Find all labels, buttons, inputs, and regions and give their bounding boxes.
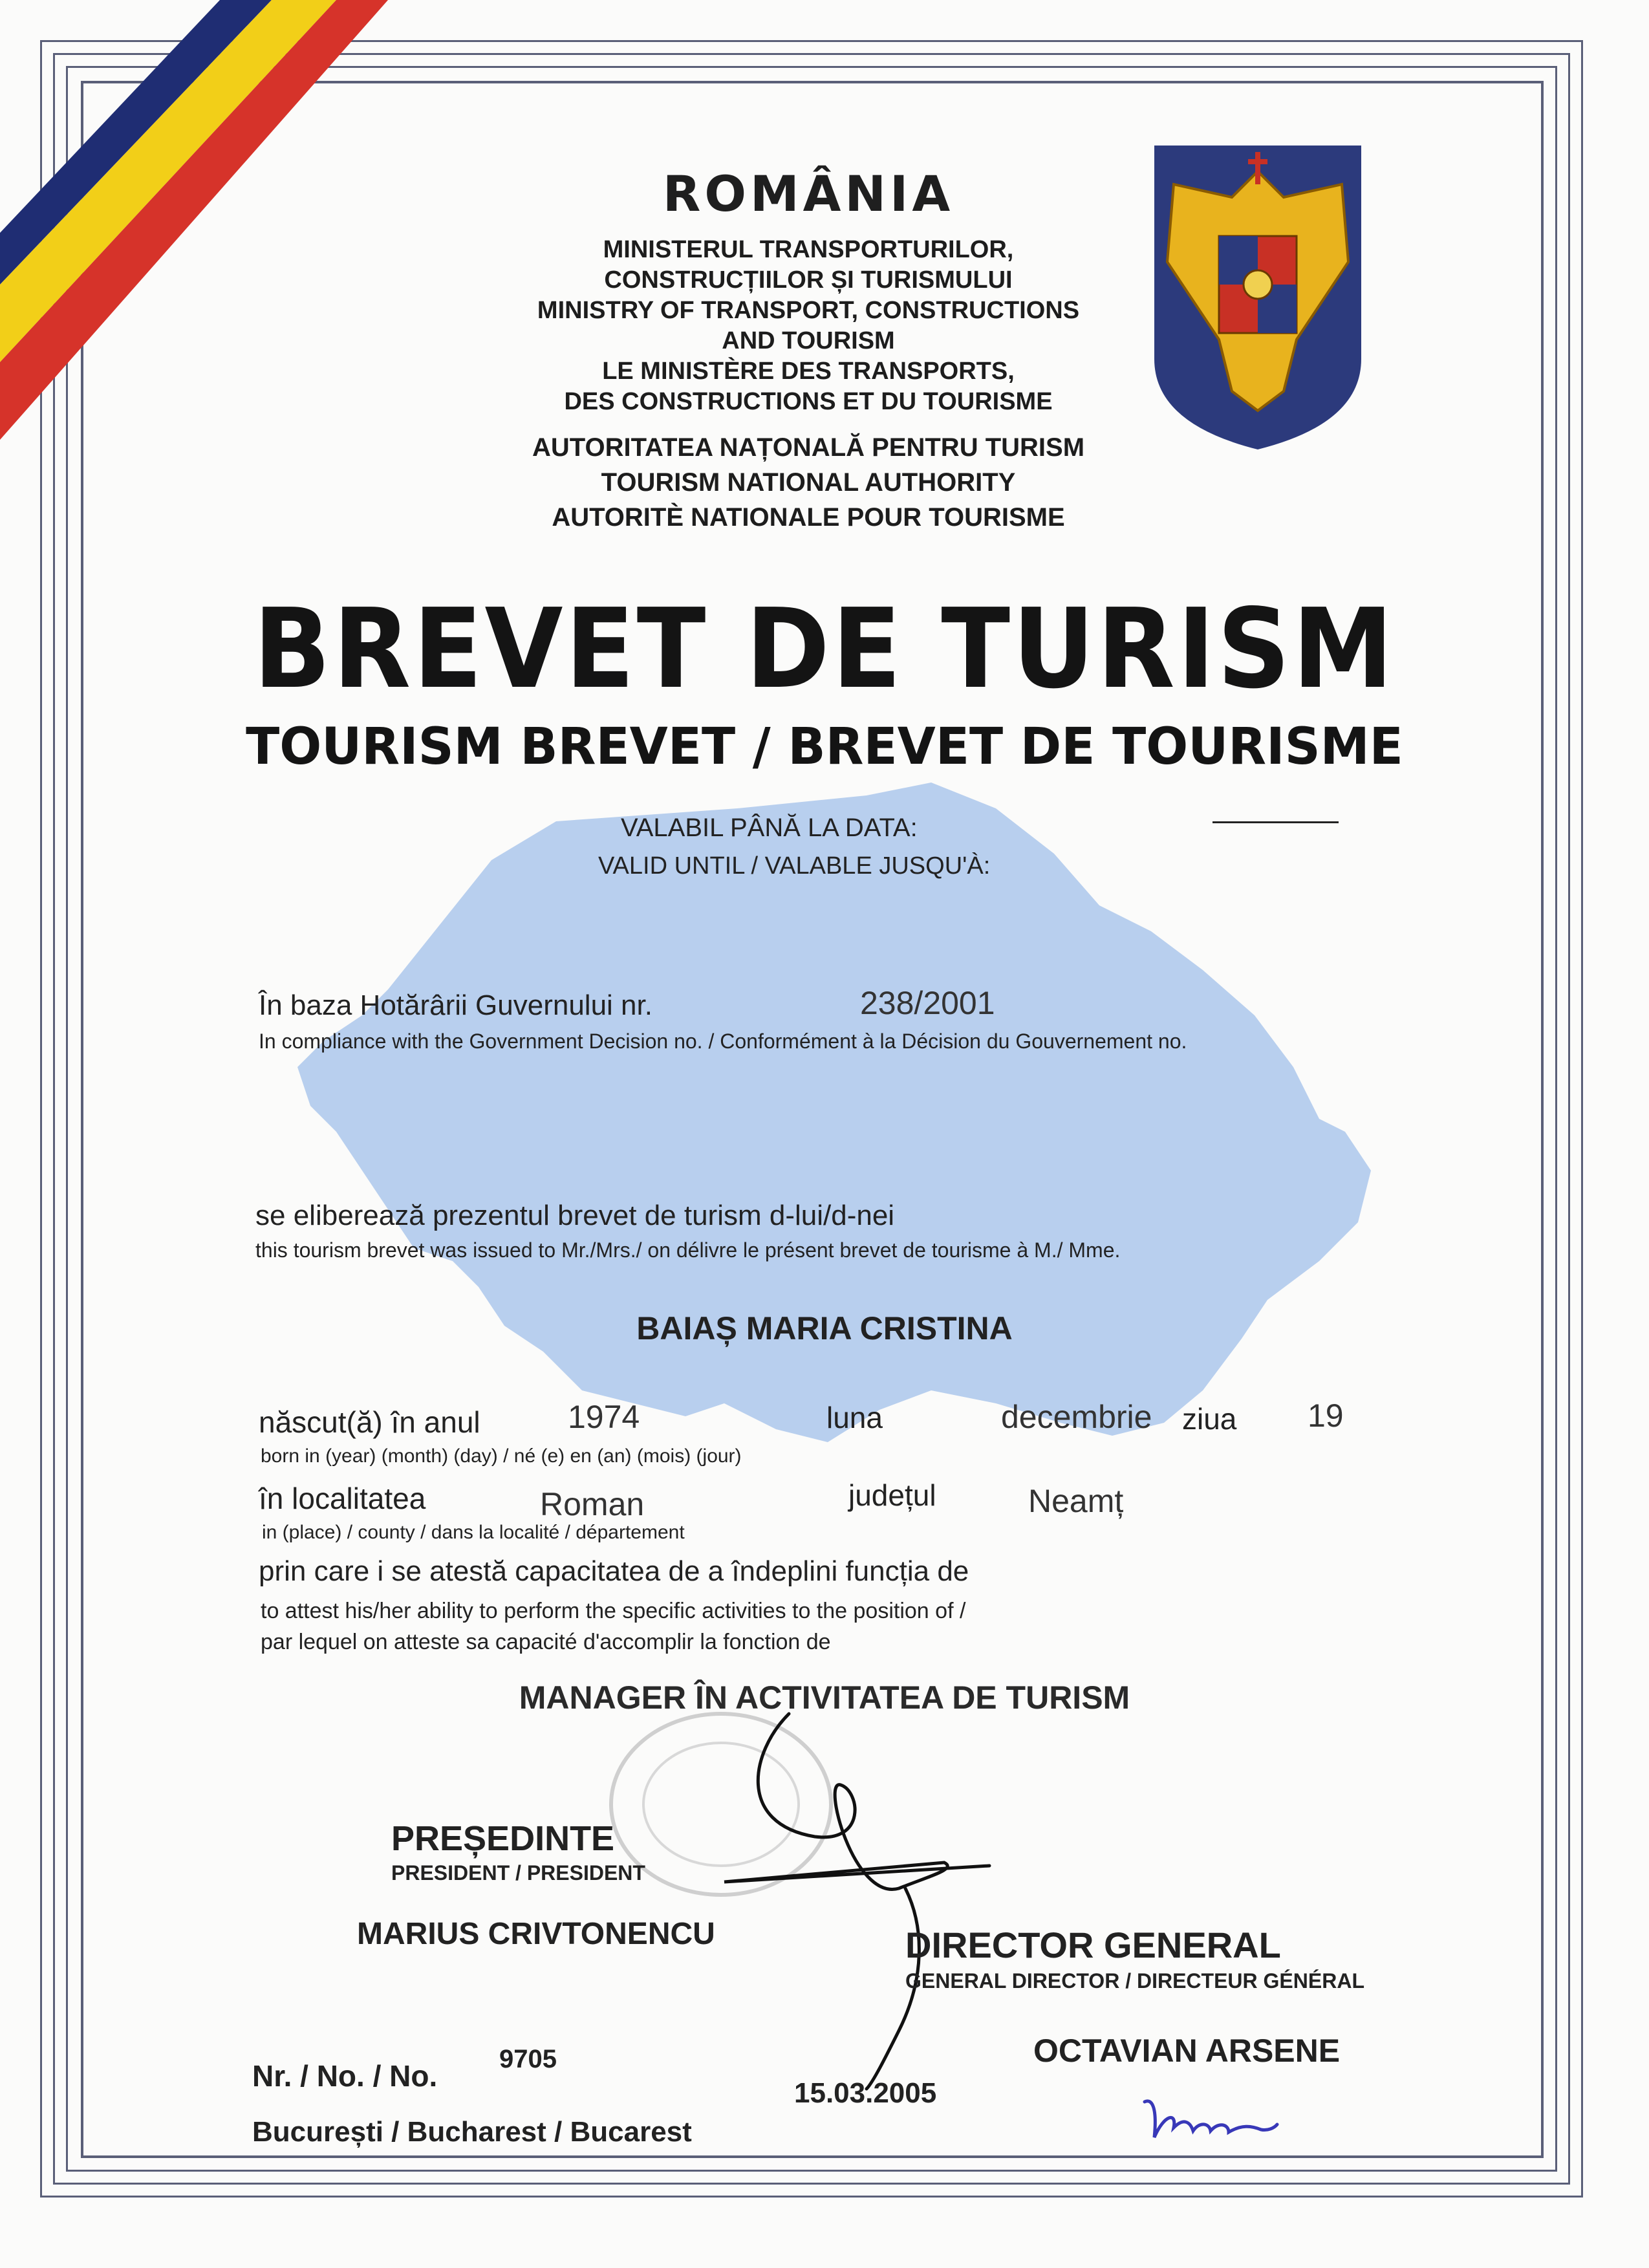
birth-day: 19 (1308, 1398, 1344, 1434)
romania-coat-of-arms-icon (1154, 146, 1361, 449)
director-title-ro: DIRECTOR GENERAL (905, 1925, 1281, 1965)
subtitle: TOURISM BREVET / BREVET DE TOURISME (246, 718, 1403, 776)
place-sub-label: in (place) / county / dans la localité / département (262, 1522, 685, 1543)
president-signature (711, 1694, 1073, 2095)
issue-city: București / Bucharest / Bucarest (252, 2116, 692, 2148)
ministry-line: MINISTERUL TRANSPORTURILOR, (603, 236, 1014, 263)
valid-until-label-en-fr: VALID UNTIL / VALABLE JUSQU'À: (598, 852, 991, 880)
issued-label-ro: se eliberează prezentul brevet de turism d-lui/d-nei (255, 1200, 895, 1231)
decision-label-en-fr: In compliance with the Government Decision no. / Conformément à la Décision du Gouvernement no. (259, 1030, 1187, 1053)
valid-until-line (1212, 821, 1339, 823)
authority-line: TOURISM NATIONAL AUTHORITY (601, 468, 1016, 497)
authority-line: AUTORITATEA NAȚONALĂ PENTRU TURISM (532, 433, 1085, 462)
president-title-ro: PREȘEDINTE (391, 1819, 615, 1858)
birth-year-label: născut(ă) în anul (259, 1405, 480, 1439)
decision-number: 238/2001 (860, 985, 995, 1021)
ministry-line: MINISTRY OF TRANSPORT, CONSTRUCTIONS (537, 297, 1080, 324)
number-label: Nr. / No. / No. (252, 2059, 438, 2093)
main-title: BREVET DE TURISM (253, 585, 1396, 713)
ministry-line: AND TOURISM (722, 327, 895, 354)
locality: Roman (540, 1486, 645, 1522)
decision-label-ro: În baza Hotărârii Guvernului nr. (259, 989, 652, 1021)
function-title: MANAGER ÎN ACTIVITATEA DE TURISM (519, 1679, 1130, 1716)
issue-date: 15.03.2005 (794, 2077, 937, 2109)
tricolor-ribbon-icon (0, 0, 401, 453)
director-title-en-fr: GENERAL DIRECTOR / DIRECTEUR GÉNÉRAL (905, 1969, 1364, 1993)
county: Neamț (1028, 1483, 1124, 1519)
issued-label-en-fr: this tourism brevet was issued to Mr./Mrs./ on délivre le présent brevet de tourisme à M./ Mme. (255, 1238, 1121, 1262)
ministry-line: LE MINISTÈRE DES TRANSPORTS, (602, 358, 1015, 385)
authority-line: AUTORITÈ NATIONALE POUR TOURISME (552, 503, 1065, 532)
birth-month: decembrie (1001, 1399, 1152, 1435)
president-name: MARIUS CRIVTONENCU (357, 1917, 715, 1951)
attest-label-ro: prin care i se atestă capacitatea de a îndeplini funcția de (259, 1555, 969, 1587)
number-value: 9705 (499, 2045, 557, 2073)
birth-sub-label: born in (year) (month) (day) / né (e) en (an) (mois) (jour) (261, 1445, 742, 1467)
attest-label-en: to attest his/her ability to perform the specific activities to the position of / (261, 1599, 966, 1623)
birth-month-label: luna (826, 1401, 883, 1434)
locality-label: în localitatea (259, 1482, 426, 1515)
president-title-en-fr: PRESIDENT / PRESIDENT (391, 1861, 645, 1885)
attest-label-fr: par lequel on atteste sa capacité d'accomplir la fonction de (261, 1630, 831, 1654)
county-label: județul (848, 1478, 936, 1512)
country-title: ROMÂNIA (662, 165, 954, 222)
ministry-block (453, 235, 1164, 417)
birth-day-label: ziua (1182, 1402, 1237, 1436)
birth-year: 1974 (568, 1399, 640, 1435)
ministry-line: DES CONSTRUCTIONS ET DU TOURISME (564, 388, 1053, 415)
director-name: OCTAVIAN ARSENE (1033, 2033, 1341, 2069)
ministry-line: CONSTRUCȚIILOR ȘI TURISMULUI (604, 266, 1013, 294)
authority-block (453, 430, 1164, 535)
valid-until-label-ro: VALABIL PÂNĂ LA DATA: (621, 814, 918, 842)
director-signature (1138, 2086, 1287, 2157)
holder-name: BAIAȘ MARIA CRISTINA (636, 1310, 1013, 1346)
